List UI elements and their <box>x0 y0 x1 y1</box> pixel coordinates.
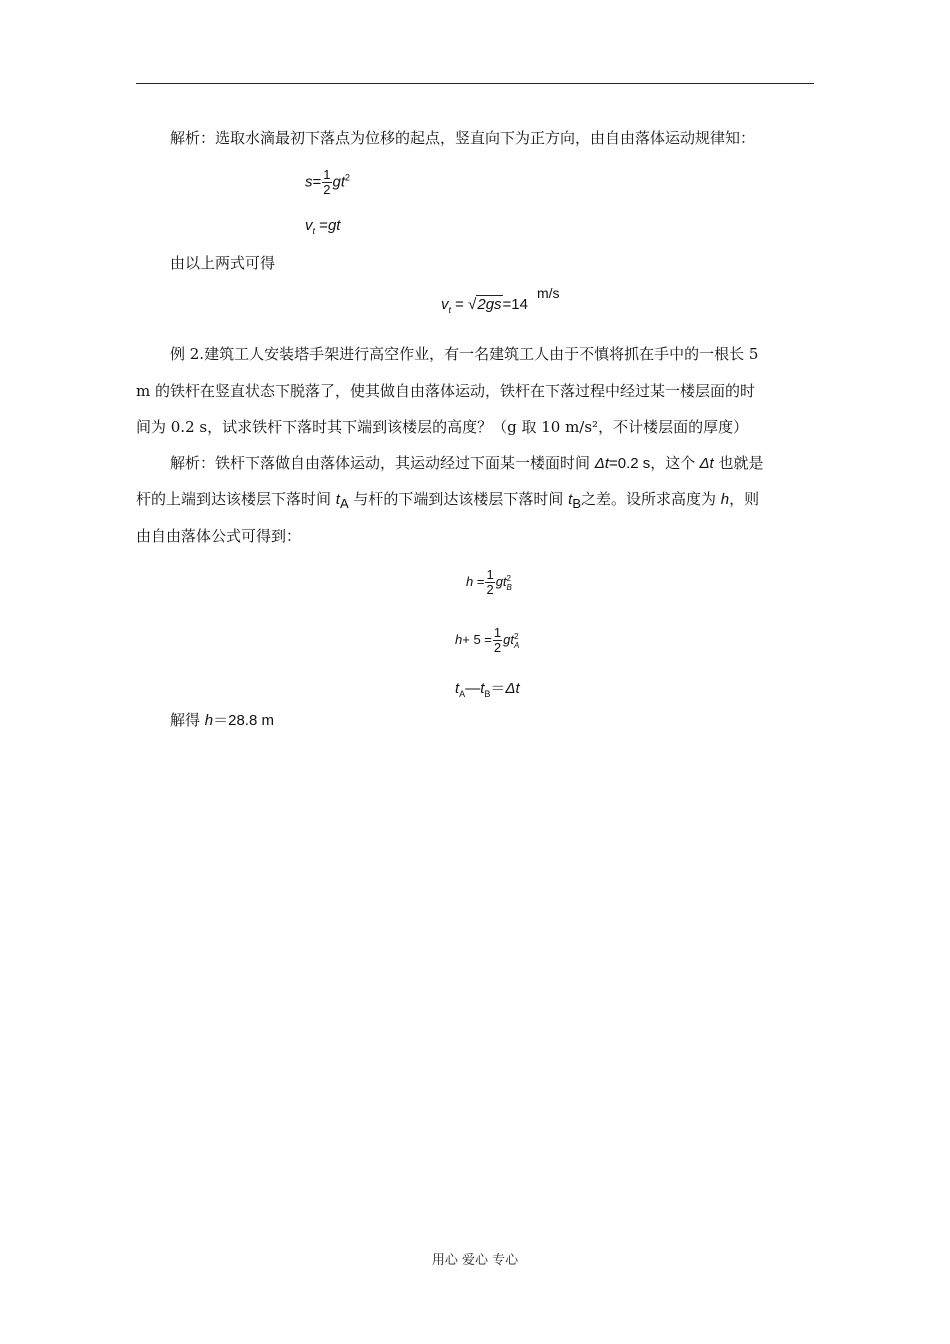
example-line-3: 间为 0.2 s，试求铁杆下落时其下端到该楼层的高度？（g 取 10 m/s²，不计楼层面的厚度） <box>136 418 749 436</box>
eq1-eq: = <box>312 173 322 191</box>
eq1-rhs: gt <box>332 173 346 191</box>
analysis-2a: 杆的上端到达该楼层下落时间 <box>136 490 336 508</box>
example-line-1: 例 2.建筑工人安装塔手架进行高空作业，有一名建筑工人由于不慎将抓在手中的一根长 5 <box>170 345 759 363</box>
eq4-den: 2 <box>486 582 494 597</box>
analysis-2h: h <box>720 491 730 508</box>
eq5-fraction <box>493 626 502 655</box>
analysis-2i: ，则 <box>729 490 760 508</box>
eq6-dt: Δt <box>505 680 520 697</box>
eq4-rhs: gt <box>495 573 507 589</box>
paragraph-analysis-1: 解析：选取水滴最初下落点为位移的起点，竖直向下为正方向，由自由落体运动规律知： <box>170 129 756 147</box>
analysis-1e: 也就是 <box>713 454 764 472</box>
analysis-2c: A <box>339 496 349 511</box>
analysis-1b: Δt <box>594 455 610 472</box>
answer-line <box>170 710 274 731</box>
eq1-den: 2 <box>323 182 331 197</box>
analysis-1a: 解析：铁杆下落做自由落体运动，其运动经过下面某一楼面时间 <box>170 454 595 472</box>
eq6-s2: B <box>484 689 491 699</box>
eq5-lhs: h <box>455 631 463 647</box>
header-rule <box>136 83 814 84</box>
eq4-scripts <box>507 574 512 592</box>
example-line-2: m 的铁杆在竖直状态下脱落了，使其做自由落体运动，铁杆在下落过程中经过某一楼层面的时 <box>136 382 755 400</box>
eq5-plus: + 5 = <box>462 631 492 647</box>
eq4-eq: = <box>473 573 485 589</box>
eq4-num: 1 <box>486 567 494 582</box>
eq5-sub: A <box>513 640 520 650</box>
answer-rest: ＝28.8 m <box>213 712 274 729</box>
eq5-rhs: gt <box>503 631 514 647</box>
analysis-1d: Δt <box>699 455 714 472</box>
eq3-lhs: v <box>441 296 449 313</box>
eq6-t1: t <box>455 680 460 697</box>
eq2-eq: = <box>315 217 328 234</box>
analysis-line-3: 由自由落体公式可得到： <box>136 527 302 545</box>
page-footer: 用心 爱心 专心 <box>431 1253 519 1268</box>
paragraph-combine: 由以上两式可得 <box>170 254 276 272</box>
eq5-num: 1 <box>493 625 502 640</box>
analysis-line-1 <box>170 453 763 474</box>
analysis-line-2 <box>136 489 759 514</box>
analysis-2f: B <box>572 496 582 511</box>
analysis-1c: =0.2 s，这个 <box>609 455 700 472</box>
equation-h <box>466 568 512 597</box>
eq2-lhs: v <box>305 217 313 234</box>
eq3-unit: m/s <box>537 285 560 301</box>
eq3-sub: t <box>448 305 452 315</box>
equation-h-plus-5 <box>455 626 519 655</box>
analysis-2b: t <box>335 491 340 508</box>
eq4-lhs: h <box>466 573 474 589</box>
eq2-sub: t <box>312 226 316 236</box>
analysis-2e: t <box>568 491 573 508</box>
eq1-fraction <box>322 168 331 197</box>
eq6-s1: A <box>459 689 466 699</box>
analysis-2g: 之差。设所求高度为 <box>581 490 721 508</box>
eq3-tail: =14 <box>502 296 528 313</box>
equation-final-velocity: $v_t = √2gs=14$ <box>441 296 528 315</box>
eq5-pow: 2 <box>513 631 519 641</box>
eq1-pow: 2 <box>345 172 351 183</box>
eq3-eq: = <box>451 296 464 313</box>
eq4-fraction <box>485 568 494 597</box>
equation-displacement <box>305 168 350 197</box>
eq6-eq: ＝ <box>490 680 506 697</box>
equation-time-difference <box>455 677 520 699</box>
eq4-pow: 2 <box>506 573 511 583</box>
eq3-root: 2gs <box>477 296 502 313</box>
answer-pre: 解得 <box>170 711 205 729</box>
eq1-num: 1 <box>323 167 331 182</box>
eq2-rhs: gt <box>327 217 341 234</box>
eq5-den: 2 <box>493 640 502 655</box>
eq4-sub: B <box>506 582 512 592</box>
equation-velocity <box>305 217 340 236</box>
analysis-2d: 与杆的下端到达该楼层下落时间 <box>348 490 569 508</box>
answer-var: h <box>204 712 214 729</box>
eq5-scripts <box>514 632 519 650</box>
eq6-minus: — <box>465 680 481 697</box>
eq1-lhs: s <box>305 173 313 191</box>
eq6-t2: t <box>480 680 485 697</box>
